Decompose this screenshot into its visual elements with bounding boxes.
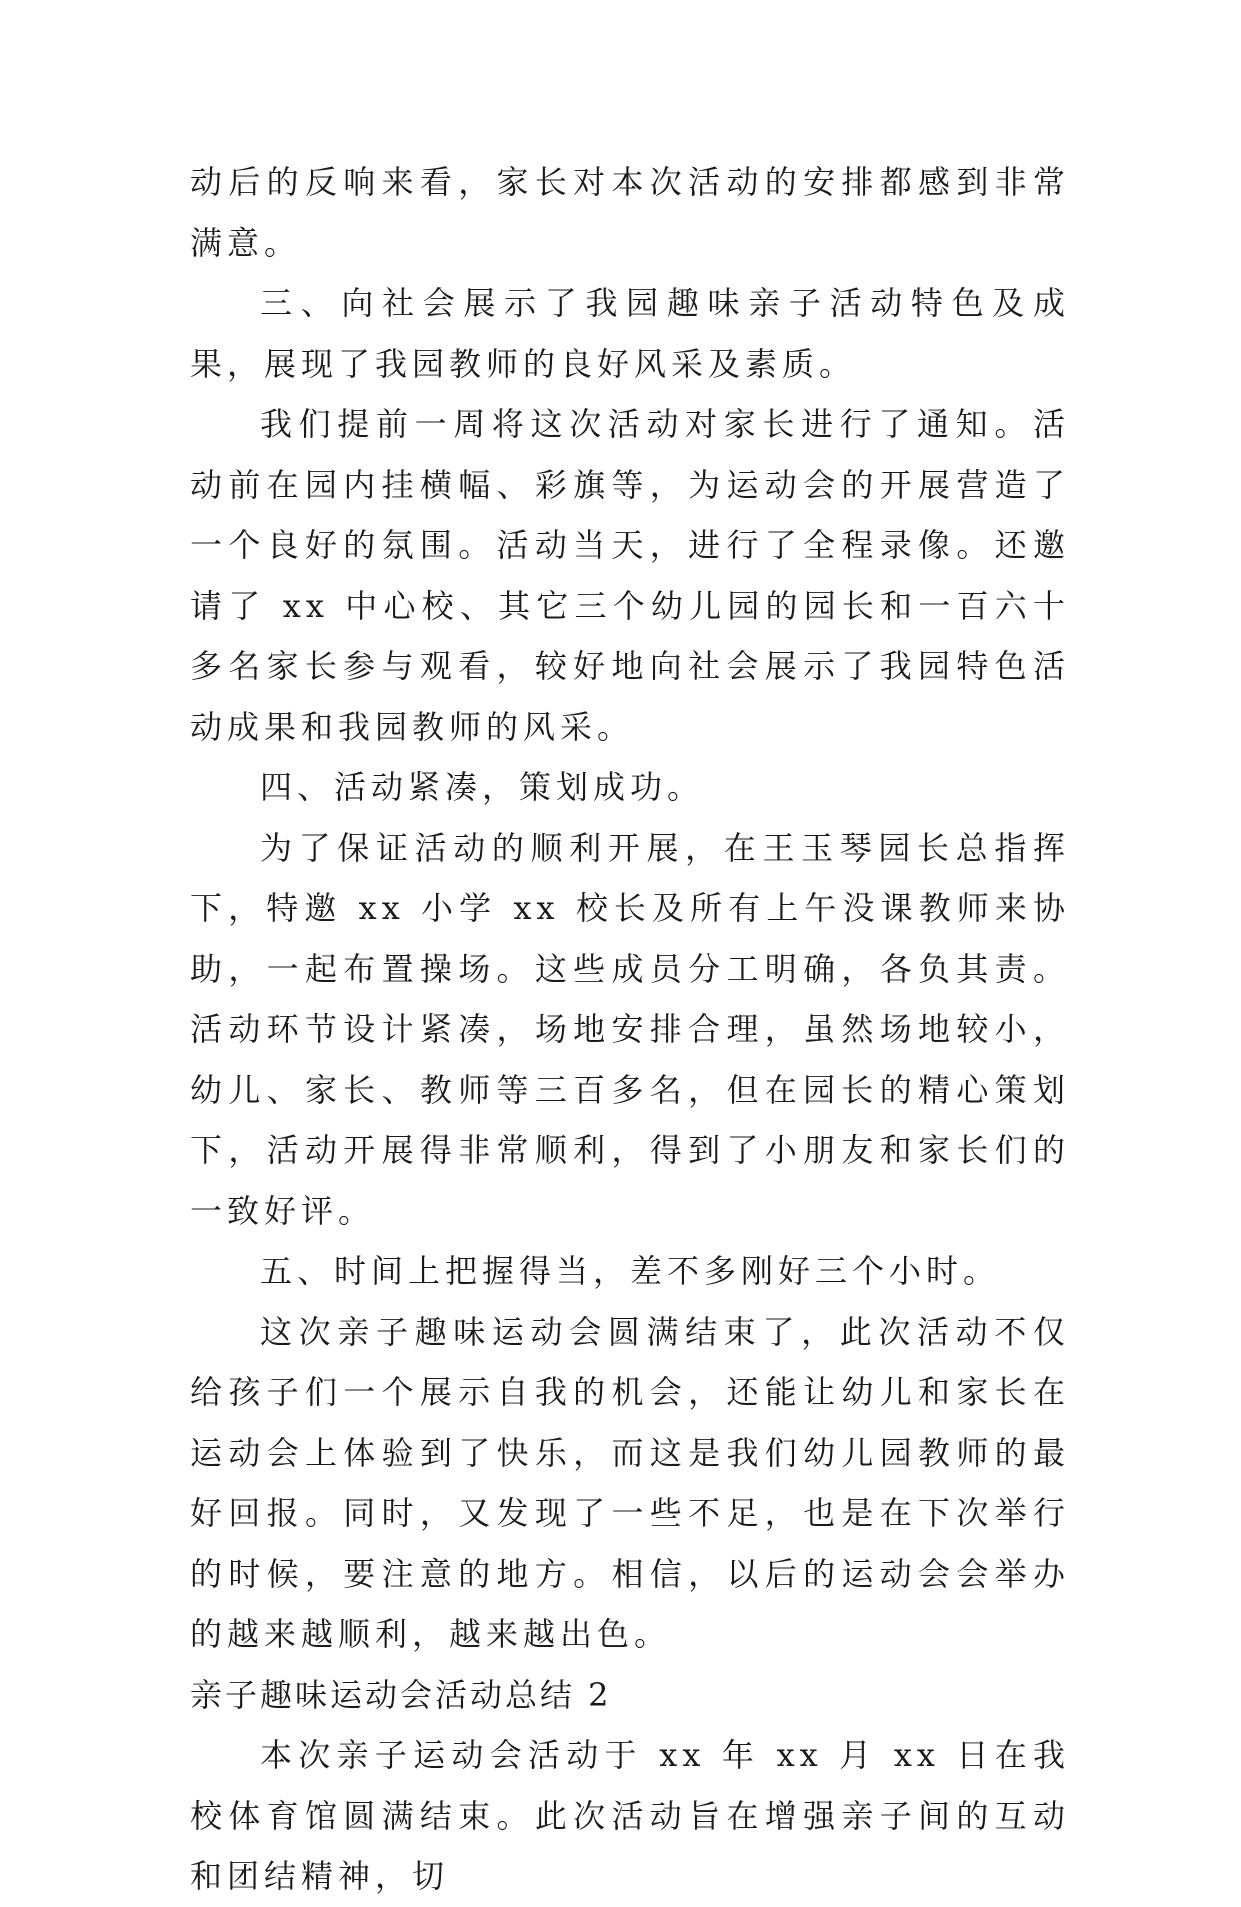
paragraph-section-three-heading: 三、向社会展示了我园趣味亲子活动特色及成果，展现了我园教师的良好风采及素质。 (190, 284, 1070, 383)
paragraph-continuation: 动后的反响来看，家长对本次活动的安排都感到非常满意。 (190, 163, 1070, 262)
section-title-summary-2: 亲子趣味运动会活动总结 2 (190, 1675, 612, 1714)
paragraph-section-five-heading: 五、时间上把握得当，差不多刚好三个小时。 (260, 1252, 1001, 1290)
paragraph-section-four-heading: 四、活动紧凑，策划成功。 (260, 768, 705, 806)
paragraph-organization: 为了保证活动的顺利开展，在王玉琴园长总指挥下，特邀 xx 小学 xx 校长及所有上午没课教师来协助，一起布置操场。这些成员分工明确，各负其责。活动环节设计紧凑，场地安排合理，虽然场地较小，幼儿、家长、教师等三百多名，但在园长的精心策划下，活动开展得非常顺利，得到了小朋友和家长们的一致好评。 (190, 828, 1070, 1230)
document-body (190, 152, 1070, 1907)
paragraph-conclusion: 这次亲子趣味运动会圆满结束了，此次活动不仅给孩子们一个展示自我的机会，还能让幼儿和家长在运动会上体验到了快乐，而这是我们幼儿园教师的最好回报。同时，又发现了一些不足，也是在下次举行的时候，要注意的地方。相信，以后的运动会会举办的越来越顺利，越来越出色。 (190, 1312, 1070, 1653)
paragraph-notification: 我们提前一周将这次活动对家长进行了通知。活动前在园内挂横幅、彩旗等，为运动会的开展营造了一个良好的氛围。活动当天，进行了全程录像。还邀请了 xx 中心校、其它三个幼儿园的园长和一百六十多名家长参与观看，较好地向社会展示了我园特色活动成果和我园教师的风采。 (190, 405, 1070, 746)
paragraph-summary-2-intro: 本次亲子运动会活动于 xx 年 xx 月 xx 日在我校体育馆圆满结束。此次活动旨在增强亲子间的互动和团结精神，切 (190, 1736, 1070, 1895)
